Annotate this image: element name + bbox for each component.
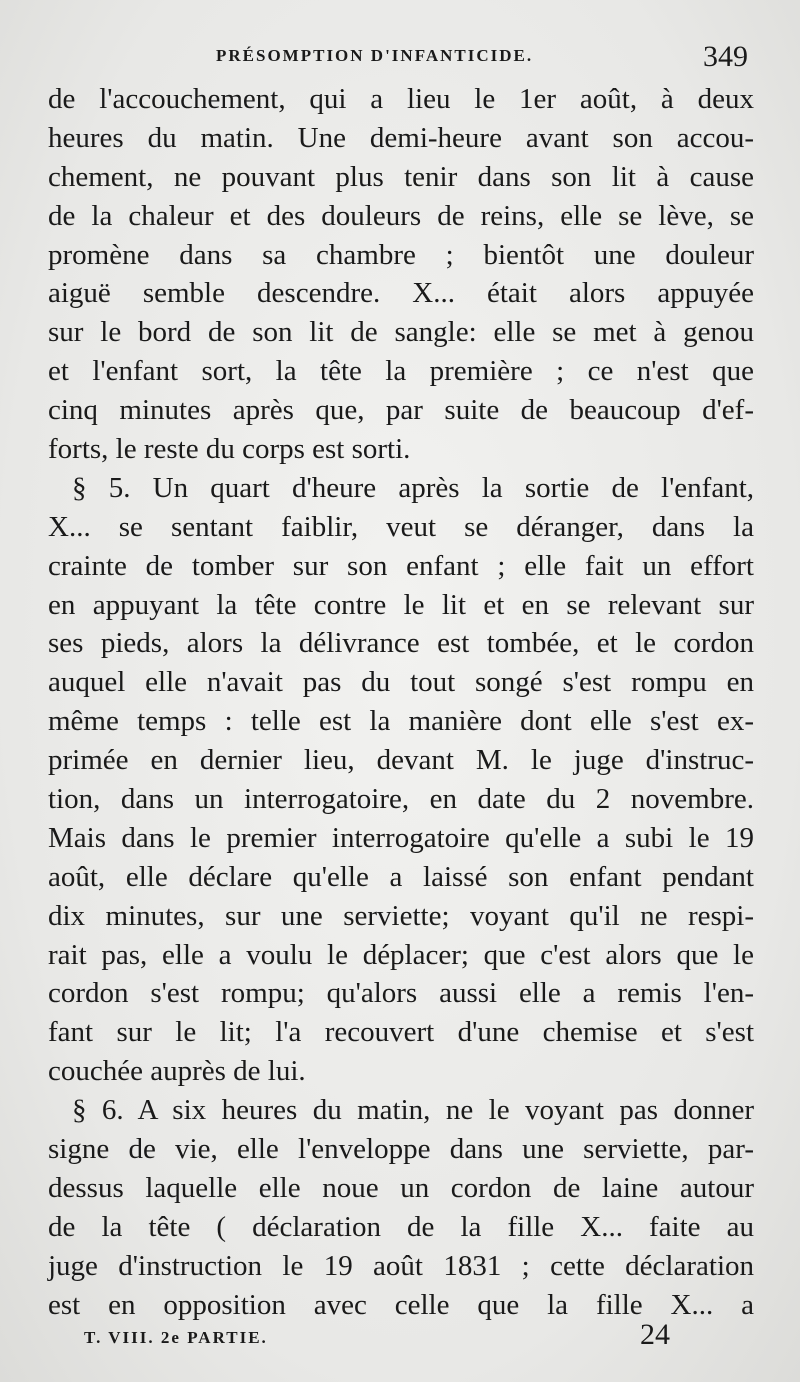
text-line: même temps : telle est la manière dont elle s'est ex- [48,705,754,738]
text-line: rait pas, elle a voulu le déplacer; que c'est alors que le [48,938,754,971]
body-text [48,80,754,1325]
page-number: 349 [703,40,748,73]
text-line: promène dans sa chambre ; bientôt une douleur [48,238,754,271]
text-line: auquel elle n'avait pas du tout songé s'est rompu en [48,666,754,699]
text-line: aiguë semble descendre. X... était alors appuyée [48,277,754,310]
text-line: signe de vie, elle l'enveloppe dans une serviette, par- [48,1133,754,1166]
text-line: crainte de tomber sur son enfant ; elle fait un effort [48,549,754,582]
text-line: couchée auprès de lui. [48,1055,306,1088]
text-line: chement, ne pouvant plus tenir dans son lit à cause [48,160,754,193]
text-line: de la tête ( déclaration de la fille X... faite au [48,1210,754,1243]
signature-mark: T. VIII. 2e PARTIE. [84,1328,268,1347]
text-line: cordon s'est rompu; qu'alors aussi elle a remis l'en- [48,977,754,1010]
text-line: est en opposition avec celle que la fille X... a [48,1288,754,1321]
page-footer [84,1318,670,1358]
text-line: dix minutes, sur une serviette; voyant qu'il ne respi- [48,899,754,932]
text-line: primée en dernier lieu, devant M. le juge d'instruc- [48,744,754,777]
text-line: § 6. A six heures du matin, ne le voyant pas donner [72,1094,754,1127]
signature-number: 24 [640,1318,670,1351]
text-line: heures du matin. Une demi-heure avant son accou- [48,121,754,154]
text-line: en appuyant la tête contre le lit et en se relevant sur [48,588,754,621]
text-line: de la chaleur et des douleurs de reins, elle se lève, se [48,199,754,232]
text-line: tion, dans un interrogatoire, en date du 2 novembre. [48,783,754,816]
text-line: sur le bord de son lit de sangle: elle se met à genou [48,316,754,349]
text-line: ses pieds, alors la délivrance est tombée, et le cordon [48,627,754,660]
text-line: fant sur le lit; l'a recouvert d'une chemise et s'est [48,1016,754,1049]
text-line: X... se sentant faiblir, veut se déranger, dans la [48,510,754,543]
text-line: Mais dans le premier interrogatoire qu'elle a subi le 19 [48,821,754,854]
text-line: § 5. Un quart d'heure après la sortie de l'enfant, [72,471,754,504]
text-line: de l'accouchement, qui a lieu le 1er août, à deux [48,83,754,115]
text-line: et l'enfant sort, la tête la première ; ce n'est que [48,355,754,388]
text-line: cinq minutes après que, par suite de beaucoup d'ef- [48,394,754,427]
text-line: juge d'instruction le 19 août 1831 ; cette déclaration [48,1249,754,1282]
text-line: août, elle déclare qu'elle a laissé son enfant pendant [48,860,754,893]
text-line: dessus laquelle elle noue un cordon de laine autour [48,1171,754,1204]
running-title: PRÉSOMPTION D'INFANTICIDE. [216,46,534,65]
text-line: forts, le reste du corps est sorti. [48,433,411,466]
